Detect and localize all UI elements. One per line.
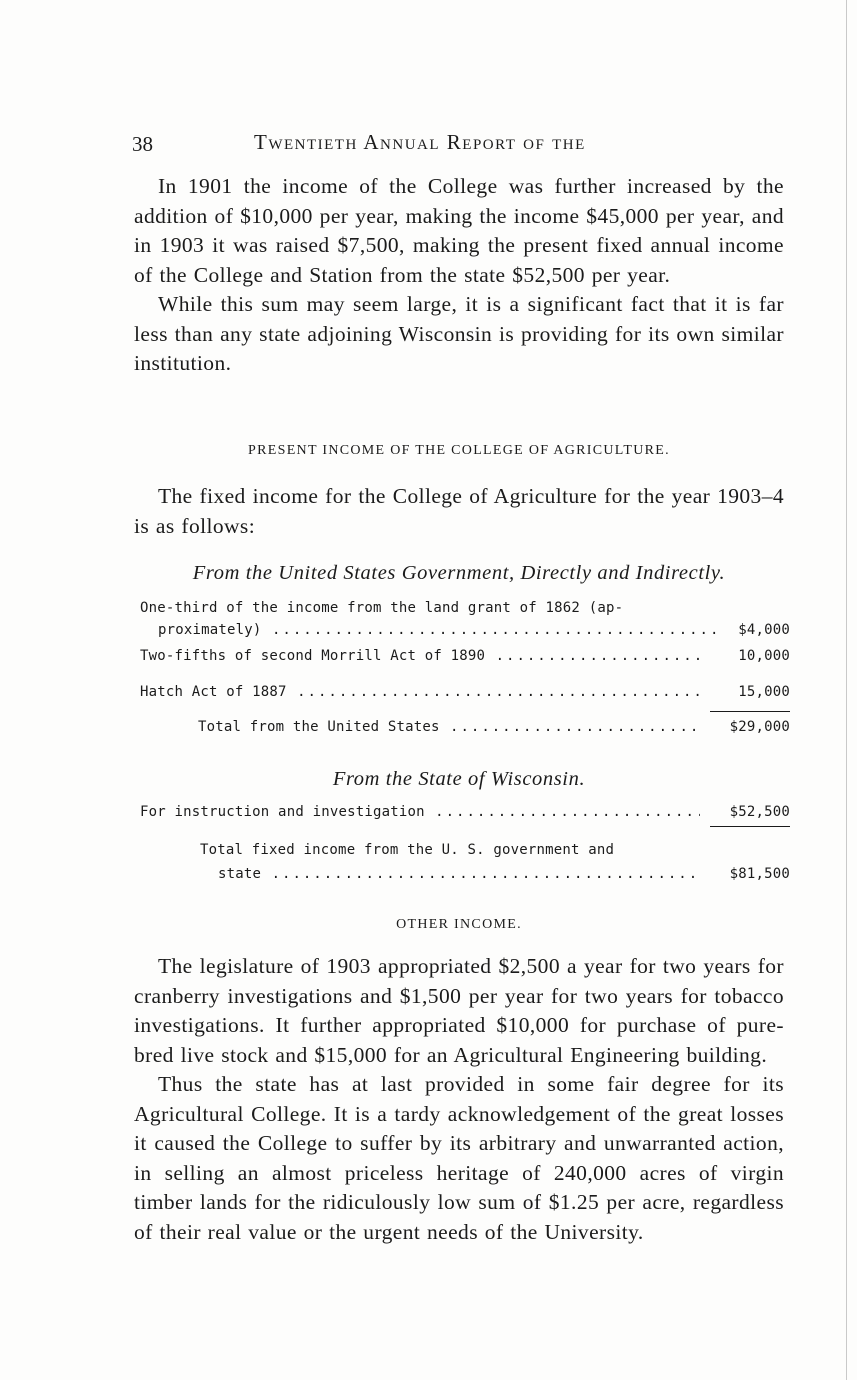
us-income-table — [140, 598, 790, 737]
row-label: One-third of the income from the land grant of 1862 (ap- — [140, 600, 624, 616]
row-label: proximately) ..... — [140, 620, 718, 640]
page-number: 38 — [132, 132, 153, 156]
row-amount: $4,000 — [738, 622, 790, 638]
other-income-paragraph-1: The legislature of 1903 appropriated $2,500 a year for two years for cranberry investigations and $1,500 per year for two years for tobacco investigations. It further appropriated $10,000 for purchase of pure-bred live stock and $15,000 for an Agricultural Engineering building. — [134, 954, 784, 1067]
row-amount: 10,000 — [738, 648, 790, 664]
other-income-heading: OTHER INCOME. — [396, 917, 522, 932]
page-header — [132, 128, 792, 162]
table-row-total — [140, 840, 790, 860]
present-income-heading: PRESENT INCOME OF THE COLLEGE OF AGRICULTURE. — [248, 443, 670, 458]
total-rule — [710, 826, 790, 827]
table-row-total — [140, 717, 790, 737]
row-amount: $52,500 — [729, 804, 790, 820]
table-row — [140, 620, 790, 640]
table-row-total — [140, 864, 790, 884]
intro-paragraph-2: While this sum may seem large, it is a significant fact that it is far less than any state adjoining Wisconsin is providing for its own similar institution. — [134, 292, 784, 375]
other-income-section — [134, 952, 784, 1247]
grand-total-label-cont: state ..... — [140, 864, 700, 884]
total-amount: $29,000 — [729, 719, 790, 735]
table-row — [140, 682, 790, 702]
table-row — [140, 646, 790, 666]
row-label: Hatch Act of 1887 ..... — [140, 682, 700, 702]
intro-paragraph-1: In 1901 the income of the College was further increased by the addition of $10,000 per year, making the income $45,000 per year, and in 1903 it was raised $7,500, making the present fixed annual income of the College and Station from the state $52,500 per year. — [134, 174, 784, 287]
lead-paragraph: The fixed income for the College of Agriculture for the year 1903–4 is as follows: — [134, 484, 784, 538]
row-amount: 15,000 — [738, 684, 790, 700]
intro-section — [134, 172, 784, 379]
row-label: For instruction and investigation ..... — [140, 802, 700, 822]
row-label: Two-fifths of second Morrill Act of 1890 ..... — [140, 646, 700, 666]
wisconsin-income-table — [140, 802, 790, 884]
us-government-heading: From the United States Government, Directly and Indirectly. — [192, 562, 726, 584]
subtotal-rule — [710, 711, 790, 712]
wisconsin-heading: From the State of Wisconsin. — [332, 768, 586, 790]
running-title: Twentieth Annual Report of the — [254, 130, 586, 154]
grand-total-amount: $81,500 — [729, 866, 790, 882]
other-income-paragraph-2: Thus the state has at last provided in some fair degree for its Agricultural College. It is a tardy acknowledgement of the great losses it caused the College to suffer by its arbitrary and unwarranted action, in selling an almost priceless heritage of 240,000 acres of virgin timber lands for the ridiculously low sum of $1.25 per acre, regardless of their real value or the urgent needs of the University. — [134, 1072, 784, 1244]
table-row — [140, 598, 790, 618]
page-edge-divider — [846, 0, 847, 1380]
table-row — [140, 802, 790, 822]
grand-total-label: Total fixed income from the U. S. government and — [200, 842, 615, 858]
total-label: Total from the United States ..... — [140, 717, 700, 737]
present-income-lead — [134, 482, 784, 541]
